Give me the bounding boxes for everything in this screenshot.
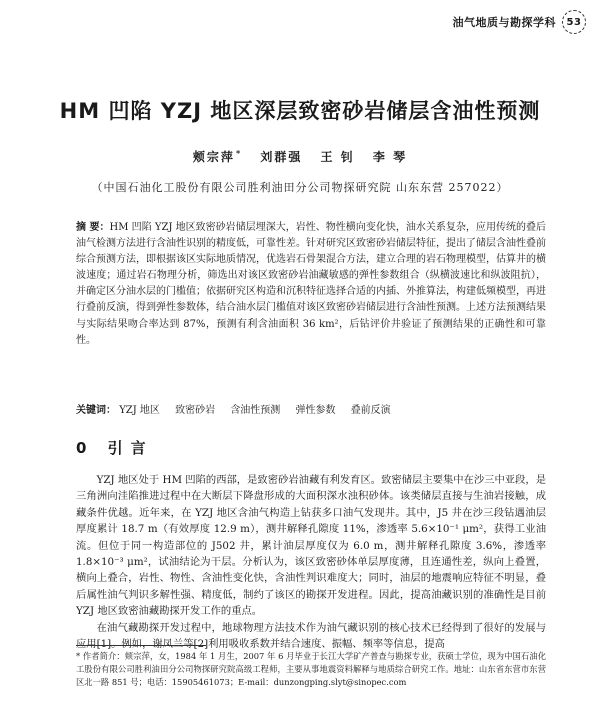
author-4: 李 琴 [372,150,408,164]
keyword: 致密砂岩 [175,405,216,416]
author-3: 王 钊 [320,150,355,164]
journal-name: 油气地质与勘探学科 [452,16,556,29]
abstract-text: HM 凹陷 YZJ 地区致密砂岩储层埋深大，岩性、物性横向变化快，油水关系复杂，应用传统的叠后油气检测方法进行含油性识别的精度低，可靠性差。针对研究区致密砂岩储层特征，提出了储层含油性叠前综合预测方法，即根据该区实际地质情况，优选岩石骨架混合方法，建立合理的岩石物理模型，估算井的横波速度；通过岩石物理分析，筛选出对该区致密砂岩油藏敏感的弹性参数组合（纵横波速比和纵波阻抗），并确定区分油水层的门槛值；依据研究区构造和沉积特征选择合适的内插、外推算法，构建低频模型，再进行叠前反演，得到弹性参数体，结合油水层门槛值对该区致密砂岩储层进行含油性预测。上述方法预测结果与实际结果吻合率达到 87%，预测有利含油面积 36 km²，后钻评价井验证了预测结果的正确性和可靠性。 [76,222,546,346]
keyword: 含油性预测 [230,405,281,416]
corresponding-mark: * [235,148,243,158]
author-2: 刘群强 [260,150,303,164]
section-number: 0 [76,439,95,457]
running-header [453,10,587,34]
abstract-label: 摘 要： [76,222,110,233]
author-list [0,148,600,165]
keywords [76,403,546,419]
paper-title: HM 凹陷 YZJ 地区深层致密砂岩储层含油性预测 [59,99,541,123]
affiliation: （中国石油化工股份有限公司胜利油田分公司物探研究院 山东东营 257022） [91,181,509,194]
body-paragraph-2: 在油气藏勘探开发过程中，地球物理方法技术作为油气藏识别的核心技术已经得到了很好的发展与应用[1]。例如，谢凤兰等[2]利用吸收系数并结合速度、振幅、频率等信息，提高 [76,621,546,651]
abstract [76,220,546,349]
keyword: 弹性参数 [295,405,336,416]
author-footnote: * 作者简介：颊宗萍，女，1984 年 1 月生，2007 年 6 月毕业于长江大学矿产普查与勘探专业，获硕士学位，现为中国石油化工股份有限公司胜利油田分公司物探研究院高级工程师，主要从事地震资料解释与地质综合研究工作。地址：山东省东营市东营区北一路 851 号；电话：15905461073；E-mail：dunzongping.slyt@sinopec.com [76,651,546,687]
author-1: 颊宗萍* [192,148,243,164]
keyword: YZJ 地区 [119,405,160,416]
section-heading [76,437,154,458]
section-title: 引言 [107,439,154,457]
footnote-divider [76,645,206,646]
keyword: 叠前反演 [350,405,391,416]
body-paragraph-1: YZJ 地区处于 HM 凹陷的西部，是致密砂岩油藏有利发育区。致密储层主要集中在沙三中亚段，是三角洲向洼陷推进过程中在大断层下降盘形成的大面积深水浊积砂体。该类储层直接与生油岩接触，成藏条件优越。近年来，在 YZJ 地区含油气构造上钻获多口油气发现井。其中，J5 井在沙三段钻遇油层厚度累计 18.7 m（有效厚度 12.9 m），测井解释孔隙度 11%，渗透率 5.6×10⁻¹ μm²，获得工业油流。但位于同一构造部位的 J502 井，累计油层厚度仅为 6.0 m，测井解释孔隙度 3.6%，渗透率 1.8×10⁻³ μm²，试油结论为干层。分析认为，该区致密砂体单层厚度薄，且连通性差，纵向上叠置，横向上叠合，岩性、物性、含油性变化快，含油性判识难度大；同时，油层的地震响应特征不明显，叠后属性油气判识多解性强、精度低，制约了该区的勘探开发进程。因此，提高油藏识别的准确性是目前 YZJ 地区致密油藏勘探开发工作的重点。 [76,474,546,618]
body-text [76,472,546,652]
keywords-label: 关键词： [76,405,116,416]
page-number: 53 [562,10,586,34]
